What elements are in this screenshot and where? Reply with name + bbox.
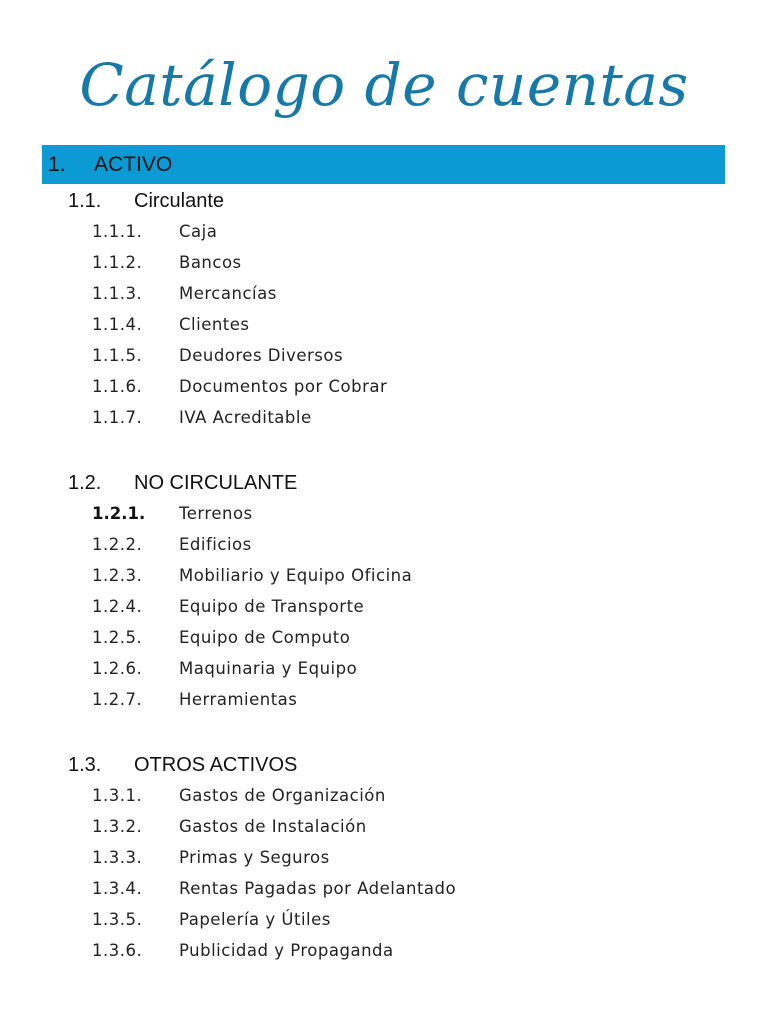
list-item: [68, 371, 708, 402]
item-label: Equipo de Transporte: [179, 597, 365, 616]
item-number: 1.3.4.: [92, 879, 143, 898]
item-label: Clientes: [179, 315, 250, 334]
section-number: 1.2.: [68, 471, 102, 494]
item-label: Terrenos: [179, 504, 253, 523]
list-item: [68, 904, 708, 935]
item-label: Rentas Pagadas por Adelantado: [179, 879, 457, 898]
item-number: 1.3.5.: [92, 910, 143, 929]
item-number: 1.2.4.: [92, 597, 143, 616]
item-label: Mercancías: [179, 284, 277, 303]
list-item: [68, 842, 708, 873]
item-label: Herramientas: [179, 690, 298, 709]
list-item: [68, 684, 708, 715]
list-item: [68, 780, 708, 811]
item-label: Gastos de Organización: [179, 786, 386, 805]
list-item: [68, 498, 708, 529]
item-number: 1.2.3.: [92, 566, 143, 585]
item-number: 1.1.1.: [92, 222, 143, 241]
item-number: 1.1.7.: [92, 408, 143, 427]
item-number: 1.2.2.: [92, 535, 143, 554]
item-number: 1.3.2.: [92, 817, 143, 836]
item-number: 1.1.4.: [92, 315, 143, 334]
list-item: [68, 278, 708, 309]
section-label: OTROS ACTIVOS: [134, 753, 298, 776]
item-number: 1.3.3.: [92, 848, 143, 867]
item-number: 1.2.5.: [92, 628, 143, 647]
item-label: IVA Acreditable: [179, 408, 312, 427]
item-number: 1.1.2.: [92, 253, 143, 272]
main-section-number: 1.: [48, 152, 66, 176]
section-heading: [68, 468, 708, 498]
list-item: [68, 622, 708, 653]
item-number: 1.3.6.: [92, 941, 143, 960]
item-label: Caja: [179, 222, 218, 241]
item-label: Documentos por Cobrar: [179, 377, 388, 396]
main-section-bar: [42, 145, 725, 184]
main-section-label: ACTIVO: [94, 152, 173, 176]
section-label: Circulante: [134, 189, 225, 212]
item-label: Deudores Diversos: [179, 346, 344, 365]
list-item: [68, 309, 708, 340]
list-item: [68, 340, 708, 371]
list-item: [68, 216, 708, 247]
list-item: [68, 529, 708, 560]
list-item: [68, 653, 708, 684]
section-heading: [68, 750, 708, 780]
item-number: 1.2.1.: [92, 504, 146, 523]
section-heading: [68, 186, 708, 216]
section-no-circulante: [68, 468, 708, 715]
item-number: 1.1.6.: [92, 377, 143, 396]
list-item: [68, 811, 708, 842]
item-number: 1.3.1.: [92, 786, 143, 805]
item-label: Edificios: [179, 535, 252, 554]
item-number: 1.1.3.: [92, 284, 143, 303]
list-item: [68, 402, 708, 433]
item-number: 1.1.5.: [92, 346, 143, 365]
item-label: Papelería y Útiles: [179, 910, 331, 929]
section-otros-activos: [68, 750, 708, 966]
section-label: NO CIRCULANTE: [134, 471, 298, 494]
list-item: [68, 247, 708, 278]
list-item: [68, 935, 708, 966]
item-number: 1.2.7.: [92, 690, 143, 709]
item-number: 1.2.6.: [92, 659, 143, 678]
item-label: Mobiliario y Equipo Oficina: [179, 566, 413, 585]
section-number: 1.1.: [68, 189, 102, 212]
item-label: Primas y Seguros: [179, 848, 330, 867]
list-item: [68, 591, 708, 622]
item-label: Publicidad y Propaganda: [179, 941, 394, 960]
item-label: Gastos de Instalación: [179, 817, 367, 836]
page-title: Catálogo de cuentas: [79, 51, 689, 119]
list-item: [68, 873, 708, 904]
list-item: [68, 560, 708, 591]
item-label: Bancos: [179, 253, 242, 272]
item-label: Maquinaria y Equipo: [179, 659, 358, 678]
item-label: Equipo de Computo: [179, 628, 351, 647]
section-circulante: [68, 186, 708, 433]
section-number: 1.3.: [68, 753, 102, 776]
